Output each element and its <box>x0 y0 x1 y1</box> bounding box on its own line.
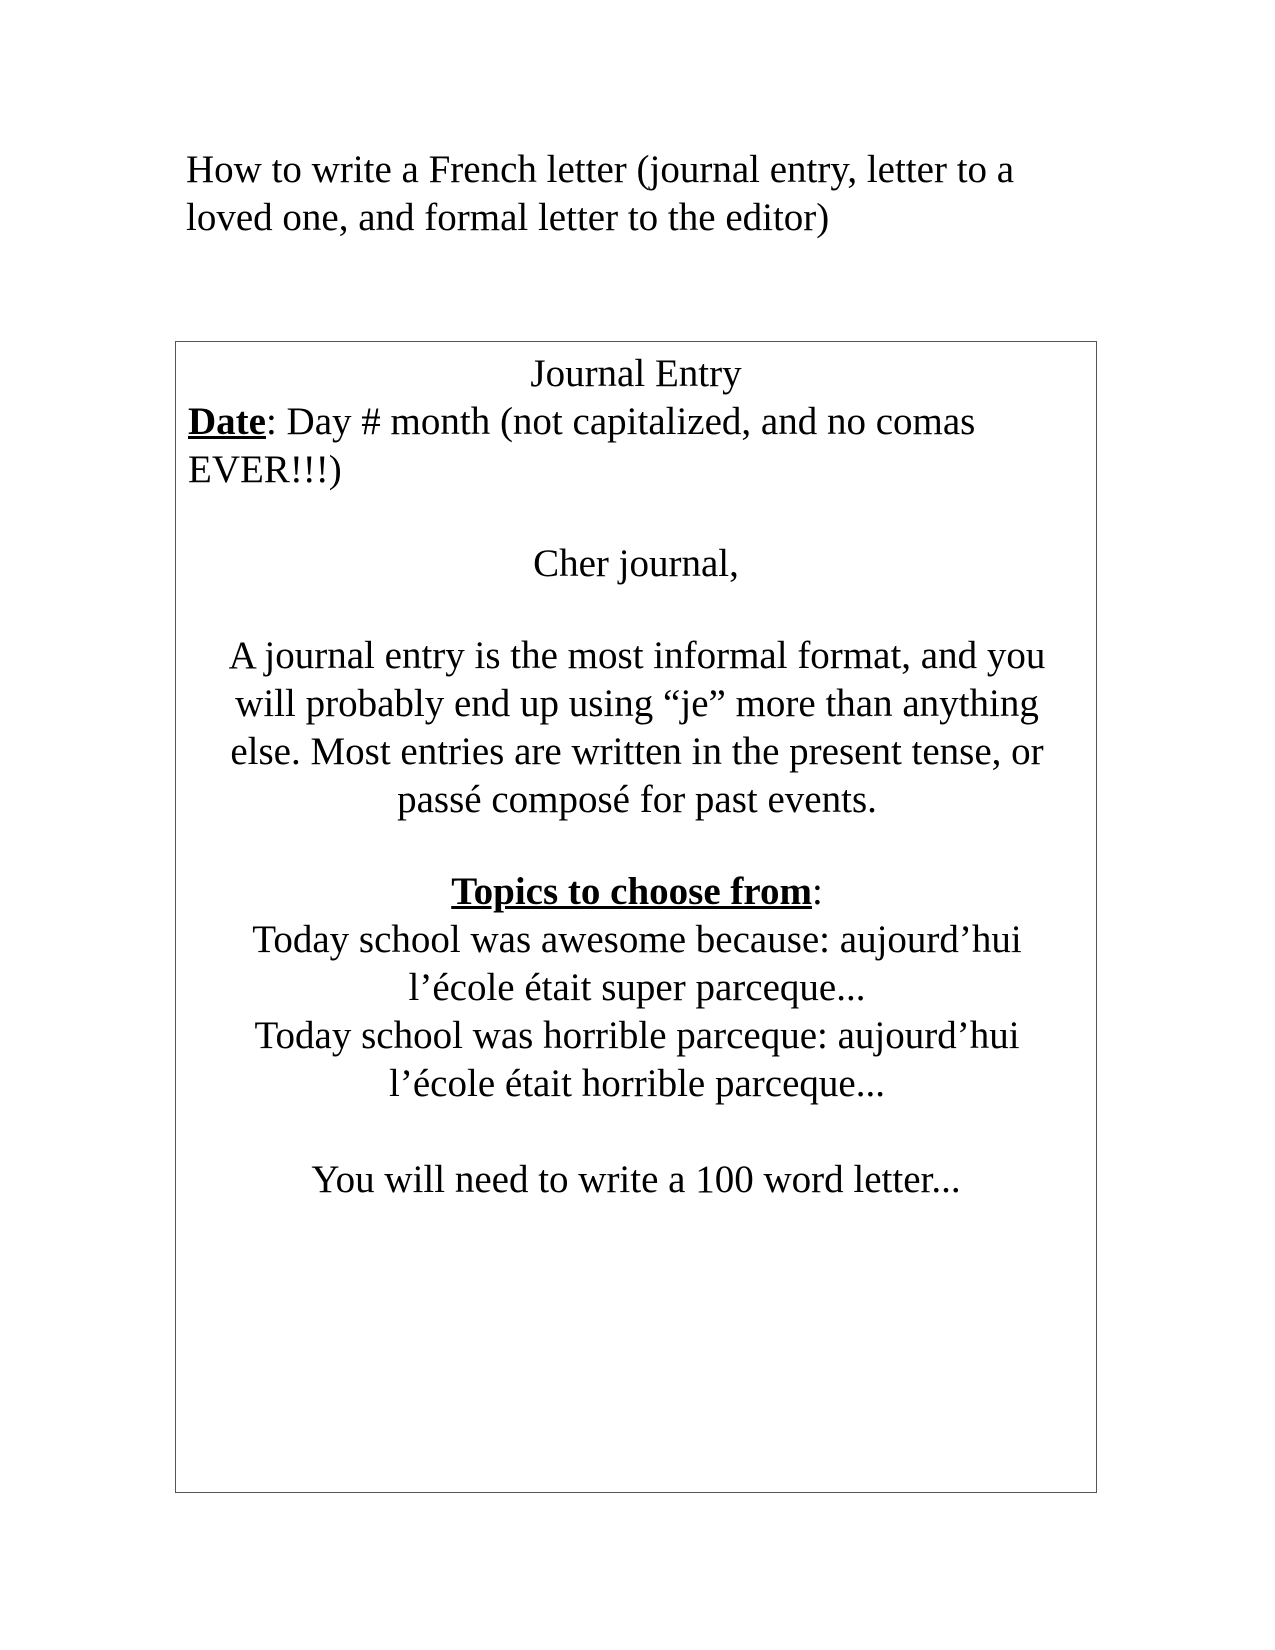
page-heading <box>186 146 1086 242</box>
topic-line: l’école était super parceque... <box>408 966 866 1009</box>
topics-heading <box>196 868 1078 916</box>
heading-line-1: How to write a French letter (journal entry, letter to a <box>186 148 1015 191</box>
description-paragraph <box>196 632 1078 824</box>
closing-note: You will need to write a 100 word letter... <box>311 1158 961 1201</box>
topic-line: Today school was awesome because: aujourd’hui <box>252 918 1022 961</box>
topics-suffix: : <box>811 870 823 913</box>
box-title: Journal Entry <box>530 352 742 395</box>
topics-label: Topics to choose from <box>451 870 812 913</box>
paragraph-line: A journal entry is the most informal format, and you <box>228 634 1046 677</box>
topic-line: Today school was horrible parceque: aujourd’hui <box>254 1014 1020 1057</box>
date-text: : Day # month (not capitalized, and no comas <box>265 400 976 443</box>
paragraph-line: passé composé for past events. <box>397 778 877 821</box>
date-line-2: EVER!!!) <box>188 448 342 491</box>
paragraph-line: else. Most entries are written in the present tense, or <box>230 730 1044 773</box>
date-block <box>188 398 1068 494</box>
paragraph-line: will probably end up using “je” more than anything <box>235 682 1039 725</box>
journal-entry-box <box>175 341 1097 1493</box>
heading-line-2: loved one, and formal letter to the editor) <box>186 196 830 239</box>
topics-section <box>196 868 1078 1108</box>
date-line-1 <box>188 398 1068 446</box>
greeting: Cher journal, <box>533 542 739 585</box>
topic-line: l’école était horrible parceque... <box>389 1062 885 1105</box>
date-label: Date <box>188 400 266 443</box>
